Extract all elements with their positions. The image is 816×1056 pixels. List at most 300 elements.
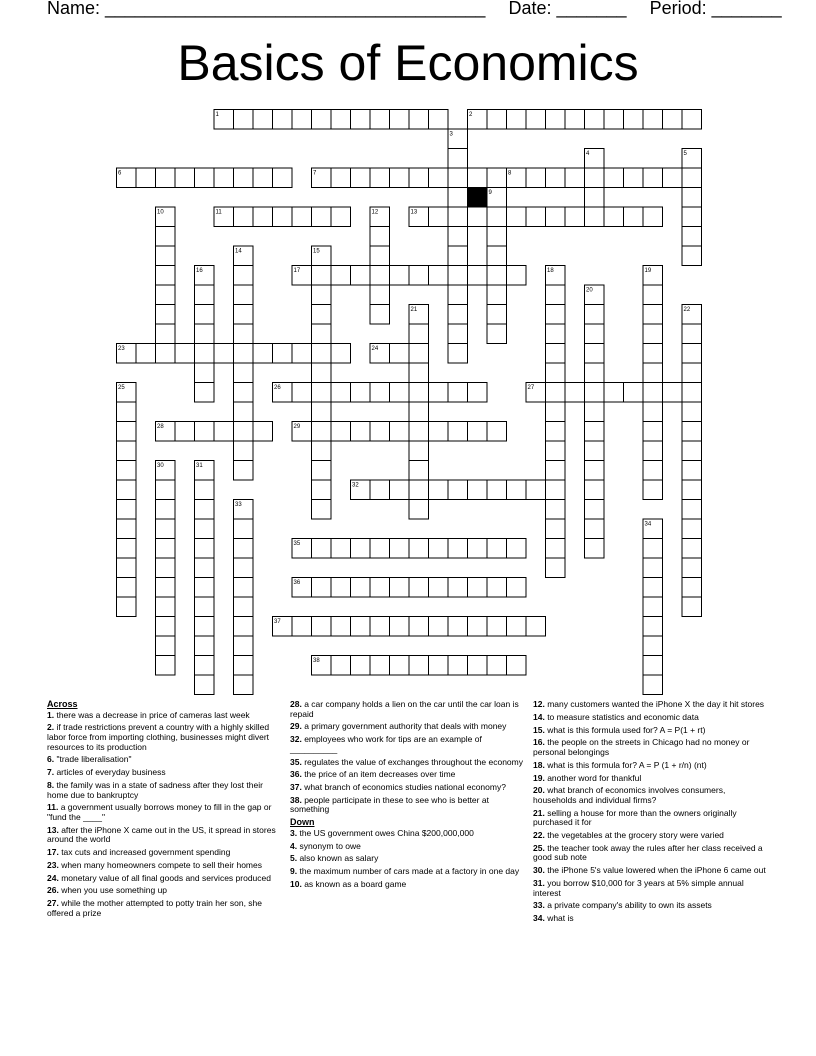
grid-cell[interactable] <box>546 422 566 442</box>
grid-cell[interactable] <box>214 422 234 442</box>
grid-cell[interactable] <box>643 207 663 227</box>
grid-cell[interactable] <box>682 246 702 266</box>
grid-cell[interactable] <box>370 656 390 676</box>
grid-cell[interactable] <box>682 344 702 364</box>
grid-cell[interactable] <box>175 344 195 364</box>
grid-cell[interactable] <box>643 539 663 559</box>
grid-cell[interactable] <box>546 324 566 344</box>
grid-cell[interactable] <box>156 500 176 520</box>
grid-cell[interactable] <box>448 344 468 364</box>
grid-cell[interactable] <box>234 324 254 344</box>
grid-cell[interactable] <box>253 207 273 227</box>
grid-cell[interactable] <box>390 480 410 500</box>
grid-cell[interactable] <box>156 558 176 578</box>
grid-cell[interactable] <box>409 383 429 403</box>
grid-cell[interactable] <box>546 363 566 383</box>
grid-cell[interactable] <box>195 383 215 403</box>
grid-cell[interactable] <box>409 480 429 500</box>
grid-cell[interactable] <box>331 266 351 286</box>
grid-cell[interactable] <box>585 519 605 539</box>
grid-cell[interactable] <box>546 558 566 578</box>
grid-cell[interactable] <box>312 207 332 227</box>
grid-cell[interactable] <box>526 168 546 188</box>
grid-cell[interactable] <box>409 539 429 559</box>
grid-cell[interactable] <box>136 344 156 364</box>
grid-cell[interactable] <box>390 617 410 637</box>
grid-cell[interactable] <box>351 422 371 442</box>
grid-cell[interactable] <box>663 168 683 188</box>
grid-cell[interactable] <box>487 656 507 676</box>
grid-cell[interactable] <box>546 539 566 559</box>
grid-cell[interactable] <box>448 188 468 208</box>
grid-cell[interactable] <box>195 675 215 695</box>
grid-cell[interactable] <box>292 617 312 637</box>
grid-cell[interactable] <box>585 539 605 559</box>
grid-cell[interactable] <box>468 422 488 442</box>
grid-cell[interactable] <box>429 656 449 676</box>
grid-cell[interactable] <box>682 597 702 617</box>
grid-cell[interactable] <box>468 480 488 500</box>
grid-cell[interactable] <box>487 227 507 247</box>
grid-cell[interactable] <box>643 383 663 403</box>
grid-cell[interactable] <box>370 266 390 286</box>
grid-cell[interactable] <box>682 227 702 247</box>
grid-cell[interactable] <box>370 422 390 442</box>
grid-cell[interactable] <box>409 441 429 461</box>
grid-cell[interactable] <box>409 363 429 383</box>
grid-cell[interactable] <box>565 383 585 403</box>
grid-cell[interactable] <box>448 207 468 227</box>
grid-cell[interactable] <box>273 110 293 130</box>
grid-cell[interactable] <box>546 305 566 325</box>
grid-cell[interactable] <box>234 285 254 305</box>
grid-cell[interactable] <box>117 422 137 442</box>
grid-cell[interactable] <box>312 344 332 364</box>
grid-cell[interactable] <box>682 480 702 500</box>
grid-cell[interactable] <box>370 305 390 325</box>
grid-cell[interactable] <box>312 324 332 344</box>
grid-cell[interactable] <box>370 246 390 266</box>
grid-cell[interactable] <box>195 480 215 500</box>
grid-cell[interactable] <box>292 110 312 130</box>
grid-cell[interactable] <box>370 617 390 637</box>
grid-cell[interactable] <box>546 344 566 364</box>
grid-cell[interactable] <box>643 285 663 305</box>
grid-cell[interactable] <box>331 110 351 130</box>
grid-cell[interactable] <box>195 558 215 578</box>
grid-cell[interactable] <box>429 539 449 559</box>
grid-cell[interactable] <box>390 539 410 559</box>
grid-cell[interactable] <box>682 188 702 208</box>
grid-cell[interactable] <box>487 207 507 227</box>
grid-cell[interactable] <box>682 500 702 520</box>
grid-cell[interactable] <box>292 344 312 364</box>
grid-cell[interactable] <box>351 539 371 559</box>
grid-cell[interactable] <box>234 168 254 188</box>
grid-cell[interactable] <box>565 207 585 227</box>
grid-cell[interactable] <box>253 422 273 442</box>
grid-cell[interactable] <box>409 402 429 422</box>
grid-cell[interactable] <box>487 110 507 130</box>
grid-cell[interactable] <box>682 578 702 598</box>
grid-cell[interactable] <box>195 363 215 383</box>
grid-cell[interactable] <box>585 441 605 461</box>
grid-cell[interactable] <box>663 110 683 130</box>
grid-cell[interactable] <box>117 480 137 500</box>
grid-cell[interactable] <box>546 110 566 130</box>
grid-cell[interactable] <box>643 675 663 695</box>
grid-cell[interactable] <box>682 422 702 442</box>
grid-cell[interactable] <box>409 110 429 130</box>
grid-cell[interactable] <box>429 168 449 188</box>
grid-cell[interactable] <box>448 324 468 344</box>
grid-cell[interactable] <box>429 110 449 130</box>
grid-cell[interactable] <box>585 500 605 520</box>
grid-cell[interactable] <box>195 422 215 442</box>
grid-cell[interactable] <box>156 636 176 656</box>
grid-cell[interactable] <box>234 110 254 130</box>
grid-cell[interactable] <box>117 441 137 461</box>
grid-cell[interactable] <box>429 480 449 500</box>
grid-cell[interactable] <box>156 324 176 344</box>
grid-cell[interactable] <box>273 168 293 188</box>
grid-cell[interactable] <box>117 402 137 422</box>
grid-cell[interactable] <box>234 539 254 559</box>
grid-cell[interactable] <box>682 168 702 188</box>
grid-cell[interactable] <box>585 344 605 364</box>
grid-cell[interactable] <box>643 656 663 676</box>
grid-cell[interactable] <box>312 539 332 559</box>
grid-cell[interactable] <box>390 578 410 598</box>
grid-cell[interactable] <box>312 461 332 481</box>
grid-cell[interactable] <box>331 168 351 188</box>
grid-cell[interactable] <box>370 168 390 188</box>
grid-cell[interactable] <box>643 422 663 442</box>
grid-cell[interactable] <box>195 656 215 676</box>
grid-cell[interactable] <box>156 578 176 598</box>
grid-cell[interactable] <box>234 558 254 578</box>
grid-cell[interactable] <box>234 305 254 325</box>
grid-cell[interactable] <box>487 285 507 305</box>
grid-cell[interactable] <box>234 578 254 598</box>
grid-cell[interactable] <box>546 500 566 520</box>
grid-cell[interactable] <box>643 617 663 637</box>
grid-cell[interactable] <box>312 266 332 286</box>
grid-cell[interactable] <box>682 539 702 559</box>
grid-cell[interactable] <box>312 285 332 305</box>
grid-cell[interactable] <box>234 441 254 461</box>
grid-cell[interactable] <box>682 402 702 422</box>
grid-cell[interactable] <box>234 422 254 442</box>
grid-cell[interactable] <box>214 168 234 188</box>
grid-cell[interactable] <box>487 246 507 266</box>
grid-cell[interactable] <box>370 110 390 130</box>
grid-cell[interactable] <box>234 383 254 403</box>
grid-cell[interactable] <box>214 344 234 364</box>
grid-cell[interactable] <box>156 227 176 247</box>
grid-cell[interactable] <box>292 383 312 403</box>
grid-cell[interactable] <box>487 266 507 286</box>
grid-cell[interactable] <box>487 324 507 344</box>
grid-cell[interactable] <box>195 636 215 656</box>
grid-cell[interactable] <box>663 383 683 403</box>
grid-cell[interactable] <box>507 266 527 286</box>
grid-cell[interactable] <box>117 597 137 617</box>
grid-cell[interactable] <box>234 363 254 383</box>
grid-cell[interactable] <box>409 617 429 637</box>
grid-cell[interactable] <box>682 558 702 578</box>
grid-cell[interactable] <box>448 266 468 286</box>
grid-cell[interactable] <box>565 168 585 188</box>
grid-cell[interactable] <box>507 110 527 130</box>
grid-cell[interactable] <box>565 110 585 130</box>
grid-cell[interactable] <box>351 110 371 130</box>
grid-cell[interactable] <box>507 656 527 676</box>
grid-cell[interactable] <box>448 617 468 637</box>
grid-cell[interactable] <box>429 578 449 598</box>
grid-cell[interactable] <box>468 266 488 286</box>
grid-cell[interactable] <box>487 422 507 442</box>
grid-cell[interactable] <box>409 656 429 676</box>
grid-cell[interactable] <box>409 461 429 481</box>
grid-cell[interactable] <box>234 402 254 422</box>
grid-cell[interactable] <box>175 422 195 442</box>
grid-cell[interactable] <box>331 578 351 598</box>
grid-cell[interactable] <box>682 461 702 481</box>
grid-cell[interactable] <box>546 168 566 188</box>
grid-cell[interactable] <box>234 461 254 481</box>
grid-cell[interactable] <box>546 383 566 403</box>
grid-cell[interactable] <box>390 383 410 403</box>
grid-cell[interactable] <box>682 363 702 383</box>
grid-cell[interactable] <box>253 344 273 364</box>
grid-cell[interactable] <box>195 285 215 305</box>
grid-cell[interactable] <box>195 597 215 617</box>
grid-cell[interactable] <box>156 168 176 188</box>
grid-cell[interactable] <box>585 168 605 188</box>
grid-cell[interactable] <box>487 168 507 188</box>
grid-cell[interactable] <box>448 285 468 305</box>
grid-cell[interactable] <box>546 402 566 422</box>
grid-cell[interactable] <box>253 110 273 130</box>
grid-cell[interactable] <box>117 461 137 481</box>
grid-cell[interactable] <box>682 519 702 539</box>
grid-cell[interactable] <box>312 110 332 130</box>
grid-cell[interactable] <box>370 285 390 305</box>
grid-cell[interactable] <box>585 207 605 227</box>
grid-cell[interactable] <box>117 578 137 598</box>
grid-cell[interactable] <box>468 168 488 188</box>
grid-cell[interactable] <box>312 480 332 500</box>
grid-cell[interactable] <box>643 305 663 325</box>
grid-cell[interactable] <box>448 305 468 325</box>
grid-cell[interactable] <box>370 227 390 247</box>
grid-cell[interactable] <box>390 656 410 676</box>
grid-cell[interactable] <box>448 422 468 442</box>
grid-cell[interactable] <box>370 578 390 598</box>
grid-cell[interactable] <box>409 324 429 344</box>
grid-cell[interactable] <box>331 207 351 227</box>
grid-cell[interactable] <box>370 383 390 403</box>
grid-cell[interactable] <box>546 285 566 305</box>
grid-cell[interactable] <box>643 578 663 598</box>
grid-cell[interactable] <box>468 383 488 403</box>
grid-cell[interactable] <box>429 207 449 227</box>
grid-cell[interactable] <box>546 207 566 227</box>
grid-cell[interactable] <box>604 383 624 403</box>
grid-cell[interactable] <box>487 539 507 559</box>
grid-cell[interactable] <box>312 402 332 422</box>
grid-cell[interactable] <box>448 168 468 188</box>
grid-cell[interactable] <box>643 324 663 344</box>
grid-cell[interactable] <box>643 597 663 617</box>
grid-cell[interactable] <box>351 383 371 403</box>
grid-cell[interactable] <box>195 578 215 598</box>
grid-cell[interactable] <box>234 207 254 227</box>
grid-cell[interactable] <box>624 110 644 130</box>
grid-cell[interactable] <box>429 266 449 286</box>
grid-cell[interactable] <box>312 441 332 461</box>
grid-cell[interactable] <box>526 617 546 637</box>
grid-cell[interactable] <box>468 617 488 637</box>
grid-cell[interactable] <box>604 168 624 188</box>
grid-cell[interactable] <box>351 578 371 598</box>
grid-cell[interactable] <box>409 266 429 286</box>
grid-cell[interactable] <box>156 519 176 539</box>
grid-cell[interactable] <box>175 168 195 188</box>
grid-cell[interactable] <box>253 168 273 188</box>
grid-cell[interactable] <box>312 617 332 637</box>
grid-cell[interactable] <box>448 656 468 676</box>
grid-cell[interactable] <box>448 578 468 598</box>
grid-cell[interactable] <box>156 266 176 286</box>
grid-cell[interactable] <box>604 110 624 130</box>
grid-cell[interactable] <box>156 539 176 559</box>
grid-cell[interactable] <box>448 539 468 559</box>
grid-cell[interactable] <box>156 597 176 617</box>
grid-cell[interactable] <box>156 344 176 364</box>
grid-cell[interactable] <box>156 617 176 637</box>
grid-cell[interactable] <box>585 363 605 383</box>
grid-cell[interactable] <box>643 110 663 130</box>
grid-cell[interactable] <box>468 207 488 227</box>
period-field-label[interactable]: Period: _______ <box>649 0 782 18</box>
grid-cell[interactable] <box>234 266 254 286</box>
grid-cell[interactable] <box>448 383 468 403</box>
grid-cell[interactable] <box>585 461 605 481</box>
grid-cell[interactable] <box>624 168 644 188</box>
grid-cell[interactable] <box>331 617 351 637</box>
grid-cell[interactable] <box>351 656 371 676</box>
grid-cell[interactable] <box>409 168 429 188</box>
grid-cell[interactable] <box>487 578 507 598</box>
grid-cell[interactable] <box>234 344 254 364</box>
grid-cell[interactable] <box>195 344 215 364</box>
grid-cell[interactable] <box>585 188 605 208</box>
grid-cell[interactable] <box>585 305 605 325</box>
grid-cell[interactable] <box>370 480 390 500</box>
grid-cell[interactable] <box>331 422 351 442</box>
grid-cell[interactable] <box>643 402 663 422</box>
grid-cell[interactable] <box>682 110 702 130</box>
grid-cell[interactable] <box>507 207 527 227</box>
date-field-label[interactable]: Date: _______ <box>508 0 627 18</box>
name-field-label[interactable]: Name: ______________________________________ <box>47 0 486 18</box>
grid-cell[interactable] <box>156 246 176 266</box>
grid-cell[interactable] <box>331 383 351 403</box>
grid-cell[interactable] <box>390 266 410 286</box>
grid-cell[interactable] <box>195 539 215 559</box>
grid-cell[interactable] <box>117 500 137 520</box>
grid-cell[interactable] <box>643 461 663 481</box>
grid-cell[interactable] <box>546 461 566 481</box>
grid-cell[interactable] <box>312 305 332 325</box>
grid-cell[interactable] <box>312 383 332 403</box>
grid-cell[interactable] <box>195 305 215 325</box>
grid-cell[interactable] <box>507 578 527 598</box>
grid-cell[interactable] <box>312 422 332 442</box>
grid-cell[interactable] <box>526 480 546 500</box>
grid-cell[interactable] <box>156 480 176 500</box>
grid-cell[interactable] <box>643 344 663 364</box>
grid-cell[interactable] <box>195 168 215 188</box>
grid-cell[interactable] <box>585 402 605 422</box>
grid-cell[interactable] <box>487 617 507 637</box>
grid-cell[interactable] <box>643 441 663 461</box>
grid-cell[interactable] <box>448 246 468 266</box>
grid-cell[interactable] <box>526 207 546 227</box>
grid-cell[interactable] <box>117 558 137 578</box>
grid-cell[interactable] <box>351 168 371 188</box>
grid-cell[interactable] <box>156 656 176 676</box>
grid-cell[interactable] <box>273 344 293 364</box>
grid-cell[interactable] <box>526 110 546 130</box>
grid-cell[interactable] <box>682 324 702 344</box>
grid-cell[interactable] <box>429 422 449 442</box>
grid-cell[interactable] <box>117 519 137 539</box>
grid-cell[interactable] <box>331 656 351 676</box>
grid-cell[interactable] <box>409 422 429 442</box>
grid-cell[interactable] <box>409 578 429 598</box>
grid-cell[interactable] <box>546 441 566 461</box>
grid-cell[interactable] <box>409 344 429 364</box>
grid-cell[interactable] <box>136 168 156 188</box>
grid-cell[interactable] <box>234 636 254 656</box>
grid-cell[interactable] <box>234 675 254 695</box>
grid-cell[interactable] <box>156 305 176 325</box>
grid-cell[interactable] <box>448 480 468 500</box>
grid-cell[interactable] <box>156 285 176 305</box>
grid-cell[interactable] <box>643 480 663 500</box>
grid-cell[interactable] <box>546 519 566 539</box>
grid-cell[interactable] <box>448 149 468 169</box>
grid-cell[interactable] <box>585 110 605 130</box>
grid-cell[interactable] <box>312 500 332 520</box>
grid-cell[interactable] <box>390 344 410 364</box>
grid-cell[interactable] <box>312 363 332 383</box>
grid-cell[interactable] <box>546 480 566 500</box>
grid-cell[interactable] <box>643 558 663 578</box>
grid-cell[interactable] <box>195 617 215 637</box>
grid-cell[interactable] <box>682 207 702 227</box>
grid-cell[interactable] <box>234 617 254 637</box>
grid-cell[interactable] <box>507 539 527 559</box>
grid-cell[interactable] <box>468 539 488 559</box>
grid-cell[interactable] <box>117 539 137 559</box>
grid-cell[interactable] <box>195 324 215 344</box>
grid-cell[interactable] <box>351 617 371 637</box>
grid-cell[interactable] <box>682 441 702 461</box>
